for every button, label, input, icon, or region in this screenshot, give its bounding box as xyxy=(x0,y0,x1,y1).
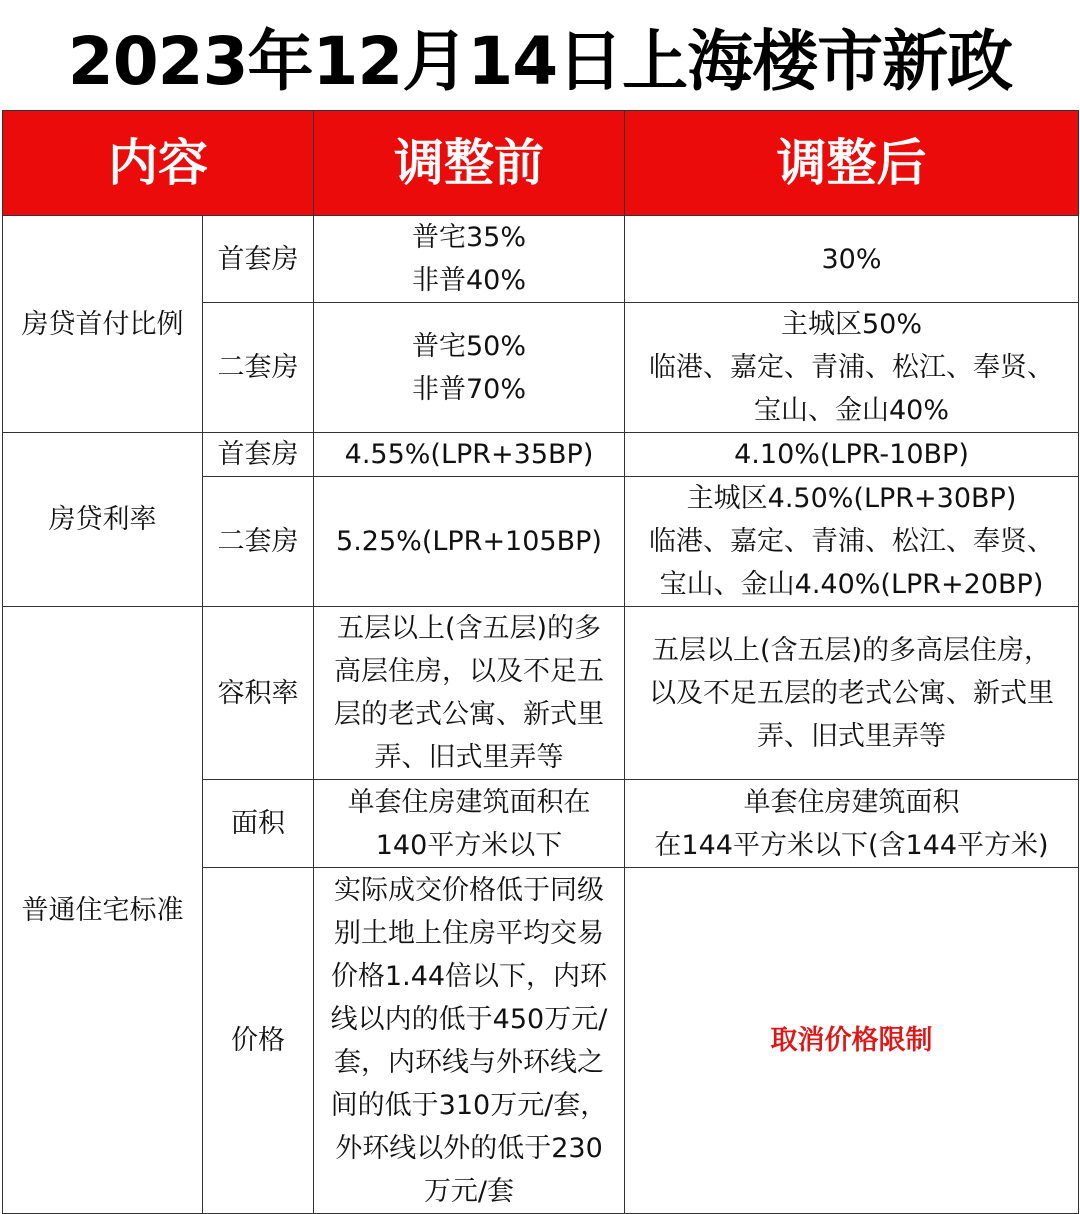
sub-label: 二套房 xyxy=(203,303,314,433)
cell-line: 弄、旧式里弄等 xyxy=(757,720,946,752)
cell-line: 普宅35% xyxy=(411,222,526,253)
sub-label: 首套房 xyxy=(203,216,314,303)
header-before: 调整前 xyxy=(314,111,625,216)
sub-label: 二套房 xyxy=(203,477,314,607)
header-content: 内容 xyxy=(3,111,314,216)
category-standard: 普通住宅标准 xyxy=(3,607,203,1214)
cell-line: 5.25%(LPR+105BP) xyxy=(336,526,602,557)
cell-after xyxy=(625,477,1079,607)
cell-line: 价格1.44倍以下，内环 xyxy=(330,960,608,992)
sub-label: 容积率 xyxy=(203,607,314,780)
header-after: 调整后 xyxy=(625,111,1079,216)
cell-line: 4.10%(LPR-10BP) xyxy=(734,439,969,470)
cell-line: 宝山、金山4.40%(LPR+20BP) xyxy=(659,569,1044,600)
cell-line: 临港、嘉定、青浦、松江、奉贤、 xyxy=(649,526,1054,557)
cell-after xyxy=(625,433,1079,477)
category-loan-rate: 房贷利率 xyxy=(3,433,203,607)
table-row xyxy=(3,607,1079,780)
cell-line: 以及不足五层的老式公寓、新式里 xyxy=(649,677,1054,709)
cell-after xyxy=(625,216,1079,303)
page-title: 2023年12月14日上海楼市新政 xyxy=(67,22,1013,100)
cell-before xyxy=(314,780,625,868)
cell-before xyxy=(314,216,625,303)
category-down-payment: 房贷首付比例 xyxy=(3,216,203,433)
policy-table xyxy=(2,110,1079,1214)
cell-before xyxy=(314,303,625,433)
cell-line: 单套住房建筑面积 xyxy=(743,786,960,818)
cell-line: 非普70% xyxy=(411,373,526,405)
cell-line: 别土地上住房平均交易 xyxy=(334,917,604,949)
cell-before xyxy=(314,607,625,780)
cell-line: 弄、旧式里弄等 xyxy=(374,742,564,773)
cell-line: 五层以上(含五层)的多 xyxy=(336,613,602,644)
cell-line: 临港、嘉定、青浦、松江、奉贤、 xyxy=(649,352,1054,383)
sub-label: 首套房 xyxy=(203,433,314,477)
table-header-row xyxy=(3,111,1079,216)
cell-line: 五层以上(含五层)的多高层住房， xyxy=(651,634,1052,666)
cancel-price-limit-note: 取消价格限制 xyxy=(770,1025,933,1056)
cell-after xyxy=(625,303,1079,433)
sub-label: 面积 xyxy=(203,780,314,868)
cell-line: 4.55%(LPR+35BP) xyxy=(344,439,594,470)
cell-line: 140平方米以下 xyxy=(375,829,563,861)
cell-line: 高层住房，以及不足五 xyxy=(334,656,604,687)
cell-line: 主城区50% xyxy=(780,309,922,340)
cell-before xyxy=(314,433,625,477)
cell-line: 30% xyxy=(821,243,882,275)
cell-line: 层的老式公寓、新式里 xyxy=(334,699,604,730)
cell-line: 线以内的低于450万元/ xyxy=(330,1003,608,1035)
cell-before xyxy=(314,868,625,1214)
table-row xyxy=(3,433,1079,477)
cell-line: 外环线以外的低于230 xyxy=(335,1132,603,1164)
cell-line: 主城区4.50%(LPR+30BP) xyxy=(686,483,1017,514)
cell-line: 普宅50% xyxy=(411,330,526,362)
cell-line: 宝山、金山40% xyxy=(753,395,949,426)
cell-line: 单套住房建筑面积在 xyxy=(347,786,591,818)
cell-after xyxy=(625,868,1079,1214)
cell-after xyxy=(625,780,1079,868)
cell-after xyxy=(625,607,1079,780)
cell-line: 间的低于310万元/套， xyxy=(330,1089,608,1121)
table-row xyxy=(3,216,1079,303)
cell-line: 实际成交价格低于同级 xyxy=(334,874,604,906)
sub-label: 价格 xyxy=(203,868,314,1214)
cell-before xyxy=(314,477,625,607)
cell-line: 套，内环线与外环线之 xyxy=(334,1046,604,1078)
cell-line: 在144平方米以下(含144平方米) xyxy=(654,829,1049,861)
cell-line: 非普40% xyxy=(411,265,526,296)
cell-line: 万元/套 xyxy=(423,1175,515,1207)
